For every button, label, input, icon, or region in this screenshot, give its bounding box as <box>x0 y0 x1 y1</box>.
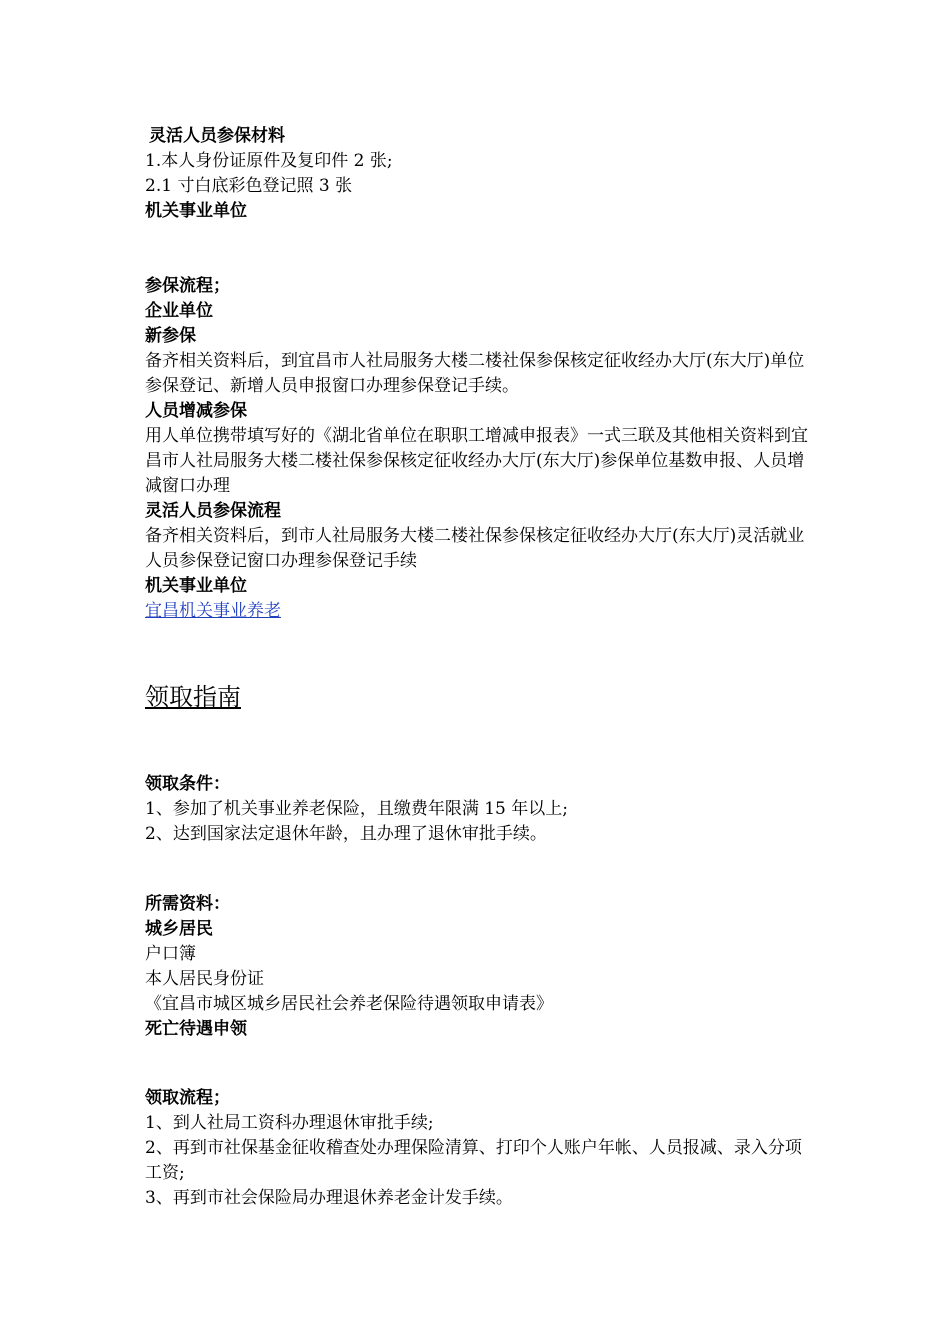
process-item: 3、再到市社会保险局办理退休养老金计发手续。 <box>145 1188 513 1208</box>
flexible-enroll-text: 备齐相关资料后，到市人社局服务大楼二楼社保参保核定征收经办大厅(东大厅)灵活就业人员参保登记窗口办理参保登记手续 <box>145 526 805 571</box>
enterprise-label: 企业单位 <box>145 301 213 321</box>
institution-label: 机关事业单位 <box>145 201 247 221</box>
material-list-item: 户口簿 <box>145 944 196 964</box>
flexible-materials-title: 灵活人员参保材料 <box>149 126 285 146</box>
enroll-process-title: 参保流程； <box>145 276 230 296</box>
process-title: 领取流程； <box>145 1088 230 1108</box>
process-item: 2、再到市社保基金征收稽查处办理保险清算、打印个人账户年帐、人员报减、录入分项工资; <box>145 1138 802 1183</box>
new-enroll-text: 备齐相关资料后，到宜昌市人社局服务大楼二楼社保参保核定征收经办大厅(东大厅)单位参保登记、新增人员申报窗口办理参保登记手续。 <box>145 351 805 396</box>
institution-label-2: 机关事业单位 <box>145 576 247 596</box>
materials-title: 所需资料： <box>145 894 230 914</box>
change-enroll-label: 人员增减参保 <box>145 401 247 421</box>
material-item: 1.本人身份证原件及复印件 2 张; <box>145 151 393 171</box>
death-benefit-label: 死亡待遇申领 <box>145 1019 247 1039</box>
conditions-title: 领取条件： <box>145 774 230 794</box>
document-body <box>145 124 815 1211</box>
spacer <box>145 1042 815 1086</box>
condition-item: 2、达到国家法定退休年龄，且办理了退休审批手续。 <box>145 824 547 844</box>
new-enroll-label: 新参保 <box>145 326 196 346</box>
guide-heading: 领取指南 <box>145 683 241 711</box>
material-list-item: 本人居民身份证 <box>145 969 264 989</box>
process-item: 1、到人社局工资科办理退休审批手续; <box>145 1113 434 1133</box>
institution-pension-link[interactable]: 宜昌机关事业养老 <box>145 601 281 621</box>
material-item: 2.1 寸白底彩色登记照 3 张 <box>145 176 353 196</box>
resident-label: 城乡居民 <box>145 919 213 939</box>
spacer <box>145 224 815 274</box>
change-enroll-text: 用人单位携带填写好的《湖北省单位在职职工增减申报表》一式三联及其他相关资料到宜昌市人社局服务大楼二楼社保参保核定征收经办大厅(东大厅)参保单位基数申报、人员增减窗口办理 <box>145 426 808 496</box>
material-list-item: 《宜昌市城区城乡居民社会养老保险待遇领取申请表》 <box>145 994 553 1014</box>
flexible-enroll-label: 灵活人员参保流程 <box>145 501 281 521</box>
condition-item: 1、参加了机关事业养老保险，且缴费年限满 15 年以上; <box>145 799 568 819</box>
spacer <box>145 847 815 892</box>
